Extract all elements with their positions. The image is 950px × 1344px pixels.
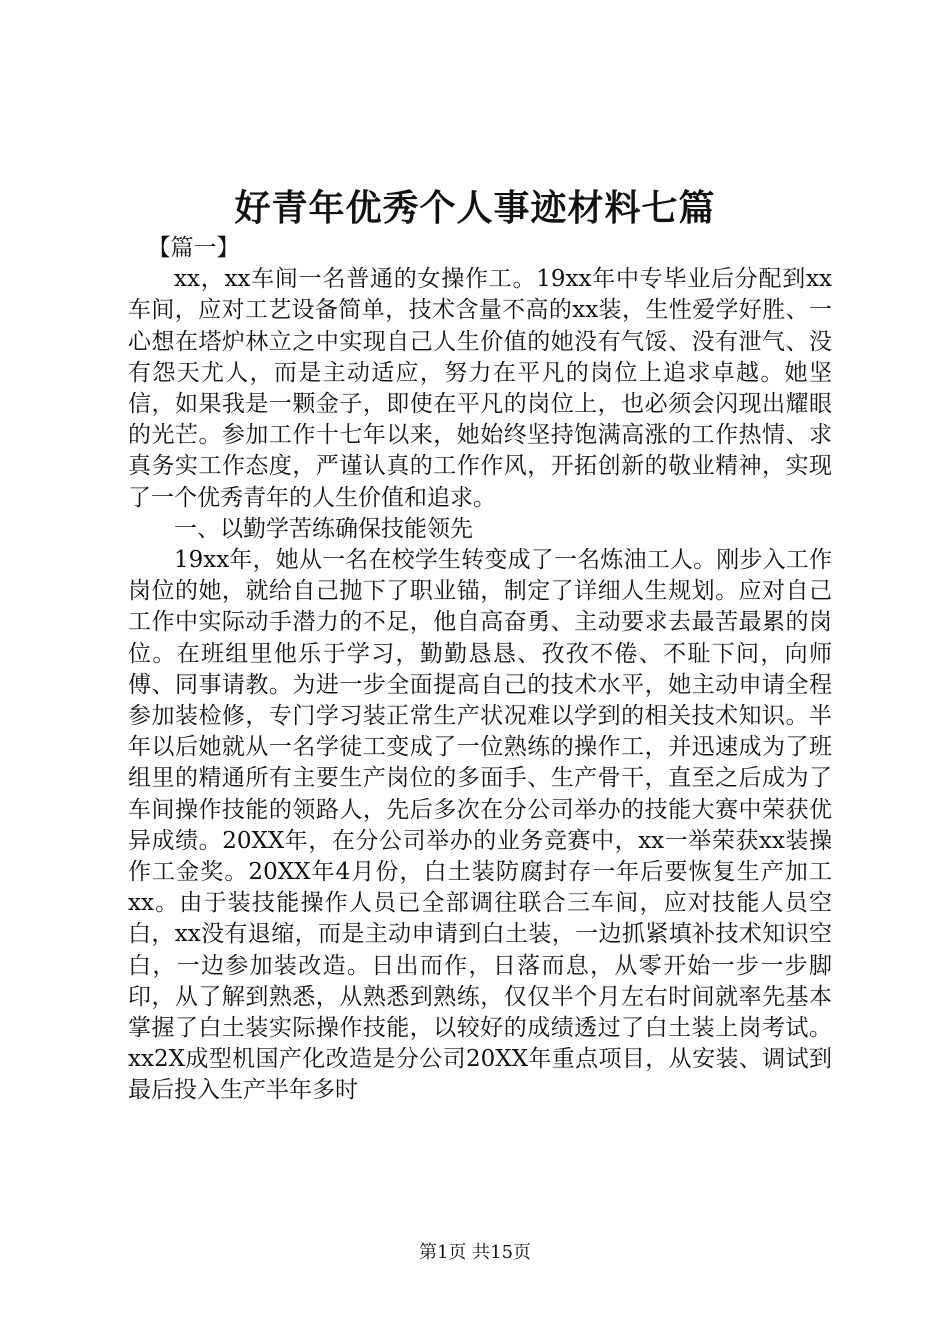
- document-title: 好青年优秀个人事迹材料七篇: [234, 187, 716, 229]
- subheading: 一、以勤学苦练确保技能领先: [174, 515, 473, 542]
- page-footer: 第1页 共15页: [418, 1242, 532, 1263]
- document-body: [128, 233, 832, 1107]
- section-heading: 【篇一】: [147, 235, 240, 261]
- paragraph-intro: xx，xx车间一名普通的女操作工。19xx年中专毕业后分配到xx车间，应对工艺设备简单，技术含量不高的xx装，生性爱学好胜、一心想在塔炉林立之中实现自己人生价值的她没有气馁、没有泄气、没有怨天尤人，而是主动适应，努力在平凡的岗位上追求卓越。她坚信，如果我是一颗金子，即使在平凡的岗位上，也必须会闪现出耀眼的光芒。参加工作十七年以来，她始终坚持饱满高涨的工作热情、求真务实工作态度，严谨认真的工作作风，开拓创新的敬业精神，实现了一个优秀青年的人生价值和追求。: [128, 266, 832, 511]
- paragraph-skills: 19xx年，她从一名在校学生转变成了一名炼油工人。刚步入工作岗位的她，就给自己抛下了职业锚，制定了详细人生规划。应对自己工作中实际动手潜力的不足，他自高奋勇、主动要求去最苦最累的岗位。在班组里他乐于学习，勤勤恳恳、孜孜不倦、不耻下问，向师傅、同事请教。为进一步全面提高自己的技术水平，她主动申请全程参加装检修，专门学习装正常生产状况难以学到的相关技术知识。半年以后她就从一名学徒工变成了一位熟练的操作工，并迅速成为了班组里的精通所有主要生产岗位的多面手、生产骨干，直至之后成为了车间操作技能的领路人，先后多次在分公司举办的技能大赛中荣获优异成绩。20XX年，在分公司举办的业务竞赛中，xx一举荣获xx装操作工金奖。20XX年4月份，白土装防腐封存一年后要恢复生产加工xx。由于装技能操作人员已全部调往联合三车间，应对技能人员空白，xx没有退缩，而是主动申请到白土装，一边抓紧填补技术知识空白，一边参加装改造。日出而作，日落而息，从零开始一步一步脚印，从了解到熟悉，从熟悉到熟练，仅仅半个月左右时间就率先基本掌握了白土装实际操作技能，以较好的成绩透过了白土装上岗考试。xx2X成型机国产化改造是分公司20XX年重点项目，从安装、调试到最后投入生产半年多时: [128, 547, 832, 1104]
